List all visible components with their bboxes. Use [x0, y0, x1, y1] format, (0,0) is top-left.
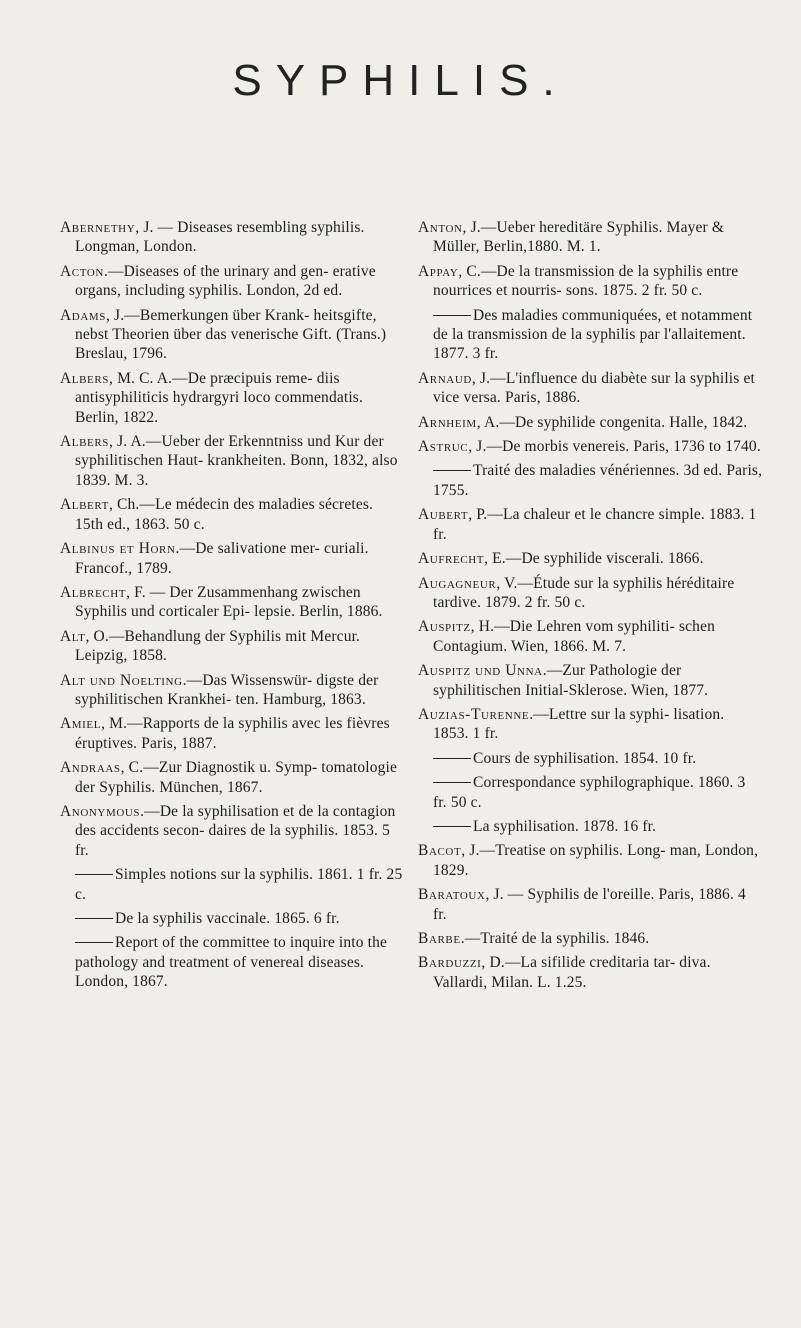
page-title: SYPHILIS.: [232, 56, 569, 105]
entry-text: Simples notions sur la syphilis. 1861. 1 fr. 25 c.: [75, 866, 403, 903]
entry-author: Astruc: [418, 438, 469, 456]
bibliography-entry: [60, 802, 405, 860]
bibliography-entry: [60, 583, 405, 622]
entry-author: Bacot: [418, 842, 462, 860]
bibliography-entry: [418, 413, 763, 432]
bibliography-entry: [418, 841, 763, 880]
bibliography-entry: [418, 705, 763, 744]
entry-text: .—Zur Pathologie der syphilitischen Initial-Sklerose. Wien, 1877.: [433, 662, 709, 699]
entry-author: Albers: [60, 369, 110, 387]
bibliography-entry: [418, 817, 763, 836]
entry-text: , J. — Syphilis de l'oreille. Paris, 1886. 4 fr.: [433, 886, 746, 923]
bibliography-entry: [60, 495, 405, 534]
entry-author: Acton: [60, 262, 104, 280]
entry-text: Report of the committee to inquire into the pathology and treatment of venereal diseases. London, 1867.: [75, 934, 388, 991]
entry-text: .—Traité de la syphilis. 1846.: [460, 930, 650, 947]
ditto-dash: [75, 942, 113, 943]
entry-author: Andraas: [60, 759, 121, 777]
entry-text: , C.—Zur Diagnostik u. Symp- tomatologie der Syphilis. München, 1867.: [75, 759, 397, 796]
entry-text: , D.—La sifilide creditaria tar- diva. Vallardi, Milan. L. 1.25.: [433, 954, 711, 991]
entry-text: , M. C. A.—De præcipuis reme- diis antisyphiliticis hydrargyri loco commendatis. Berlin, 1822.: [75, 369, 363, 426]
bibliography-entry: [418, 306, 763, 364]
entry-text: .—De la syphilisation et de la contagion des accidents secon- daires de la syphilis. 1853. 5 fr.: [75, 802, 396, 859]
bibliography-entry: [418, 549, 763, 568]
bibliography-entry: [60, 933, 405, 991]
bibliography-entry: [418, 574, 763, 613]
ditto-dash: [433, 826, 471, 827]
entry-author: Aufrecht: [418, 550, 485, 568]
entry-text: , C.—De la transmission de la syphilis entre nourrices et nourris- sons. 1875. 2 fr. 50 c.: [433, 262, 739, 300]
entry-text: La syphilisation. 1878. 16 fr.: [473, 817, 657, 835]
entry-text: Correspondance syphilographique. 1860. 3 fr. 50 c.: [433, 774, 746, 811]
bibliography-entry: [418, 617, 763, 656]
entry-author: Augagneur: [418, 574, 497, 592]
bibliography-entry: [60, 909, 405, 928]
ditto-dash: [75, 874, 113, 875]
entry-text: , J.—L'influence du diabète sur la syphilis et vice versa. Paris, 1886.: [433, 369, 755, 407]
entry-author: Arnaud: [418, 369, 472, 387]
entry-author: Alt: [60, 627, 86, 645]
entry-author: Abernethy: [60, 219, 136, 236]
entry-author: Albers: [60, 433, 110, 451]
bibliography-entry: [60, 671, 405, 710]
entry-text: , A.—De syphilide congenita. Halle, 1842.: [476, 413, 748, 431]
ditto-dash: [433, 758, 471, 759]
bibliography-column-left: [60, 218, 405, 997]
entry-text: Des maladies communiquées, et notamment de la transmission de la syphilis par l'allaitement. 1877. 3 fr.: [433, 306, 753, 363]
bibliography-entry: [418, 262, 763, 301]
bibliography-entry: [418, 749, 763, 768]
entry-text: Cours de syphilisation. 1854. 10 fr.: [473, 749, 697, 767]
entry-author: Amiel: [60, 715, 102, 733]
entry-author: Alt und Noelting: [60, 671, 183, 689]
ditto-dash: [433, 470, 471, 471]
entry-text: Traité des maladies vénériennes. 3d ed. Paris, 1755.: [433, 462, 763, 499]
ditto-dash: [75, 918, 113, 919]
bibliography-entry: [60, 539, 405, 578]
ditto-dash: [433, 315, 471, 316]
bibliography-entry: [60, 714, 405, 753]
bibliography-entry: [418, 461, 763, 500]
bibliography-entry: [418, 929, 763, 948]
bibliography-entry: [60, 865, 405, 904]
entry-text: , Ch.—Le médecin des maladies sécretes. 15th ed., 1863. 50 c.: [75, 496, 374, 533]
entry-text: , H.—Die Lehren vom syphiliti- schen Contagium. Wien, 1866. M. 7.: [433, 618, 715, 655]
entry-author: Auspitz: [418, 618, 471, 636]
entry-author: Aubert: [418, 506, 469, 524]
entry-author: Anonymous: [60, 802, 141, 820]
entry-text: .—Diseases of the urinary and gen- erative organs, including syphilis. London, 2d ed.: [75, 262, 376, 300]
bibliography-entry: [418, 773, 763, 812]
entry-author: Appay: [418, 262, 459, 280]
entry-text: , J. — Diseases resembling syphilis. Longman, London.: [75, 219, 365, 256]
ditto-dash: [433, 782, 471, 783]
entry-text: .—Das Wissenswür- digste der syphilitischen Krankhei- ten. Hamburg, 1863.: [75, 671, 379, 708]
bibliography-entry: [60, 369, 405, 427]
bibliography-entry: [60, 758, 405, 797]
bibliography-entry: [418, 218, 763, 257]
entry-author: Auzias-Turenne: [418, 705, 530, 723]
entry-author: Albrecht: [60, 583, 127, 601]
bibliography-entry: [60, 262, 405, 301]
bibliography-entry: [418, 369, 763, 408]
entry-text: , J.—Treatise on syphilis. Long- man, London, 1829.: [433, 842, 759, 879]
entry-author: Barbe: [418, 930, 461, 947]
bibliography-entry: [418, 661, 763, 700]
bibliography-entry: [418, 885, 763, 924]
entry-text: , E.—De syphilide viscerali. 1866.: [484, 550, 704, 568]
entry-author: Anton: [418, 219, 463, 236]
entry-text: De la syphilis vaccinale. 1865. 6 fr.: [115, 910, 340, 927]
bibliography-entry: [60, 218, 405, 257]
entry-text: , F. — Der Zusammenhang zwischen Syphilis und corticaler Epi- lepsie. Berlin, 1886.: [75, 583, 383, 621]
entry-text: , V.—Étude sur la syphilis héréditaire tardive. 1879. 2 fr. 50 c.: [433, 574, 735, 611]
bibliography-column-right: [418, 218, 763, 997]
entry-text: .—De salivatione mer- curiali. Francof., 1789.: [75, 540, 369, 577]
entry-text: , J.—Bemerkungen über Krank- heitsgifte, nebst Theorien über das venerische Gift. (Trans.) Breslau, 1796.: [75, 306, 387, 363]
bibliography-entry: [60, 432, 405, 490]
entry-text: , J. A.—Ueber der Erkenntniss und Kur der syphilitischen Haut- krankheiten. Bonn, 1832, also 1839. M. 3.: [75, 433, 398, 489]
entry-text: , O.—Behandlung der Syphilis mit Mercur. Leipzig, 1858.: [75, 627, 361, 665]
entry-author: Albert: [60, 496, 109, 514]
entry-author: Arnheim: [418, 413, 477, 431]
bibliography-entry: [418, 505, 763, 544]
entry-text: , J.—Ueber hereditäre Syphilis. Mayer & Müller, Berlin,1880. M. 1.: [433, 219, 725, 256]
bibliography-entry: [418, 953, 763, 992]
entry-text: , P.—La chaleur et le chancre simple. 1883. 1 fr.: [433, 506, 757, 543]
entry-author: Albinus et Horn: [60, 540, 176, 558]
entry-author: Adams: [60, 306, 106, 324]
entry-author: Barduzzi: [418, 954, 482, 972]
entry-author: Baratoux: [418, 886, 486, 904]
bibliography-entry: [60, 627, 405, 666]
entry-text: , J.—De morbis venereis. Paris, 1736 to 1740.: [468, 438, 761, 456]
bibliography-entry: [418, 437, 763, 456]
entry-text: .—Lettre sur la syphi- lisation. 1853. 1 fr.: [433, 705, 725, 743]
entry-author: Auspitz und Unna: [418, 662, 543, 680]
bibliography-entry: [60, 306, 405, 364]
entry-text: , M.—Rapports de la syphilis avec les fièvres éruptives. Paris, 1887.: [75, 715, 390, 752]
